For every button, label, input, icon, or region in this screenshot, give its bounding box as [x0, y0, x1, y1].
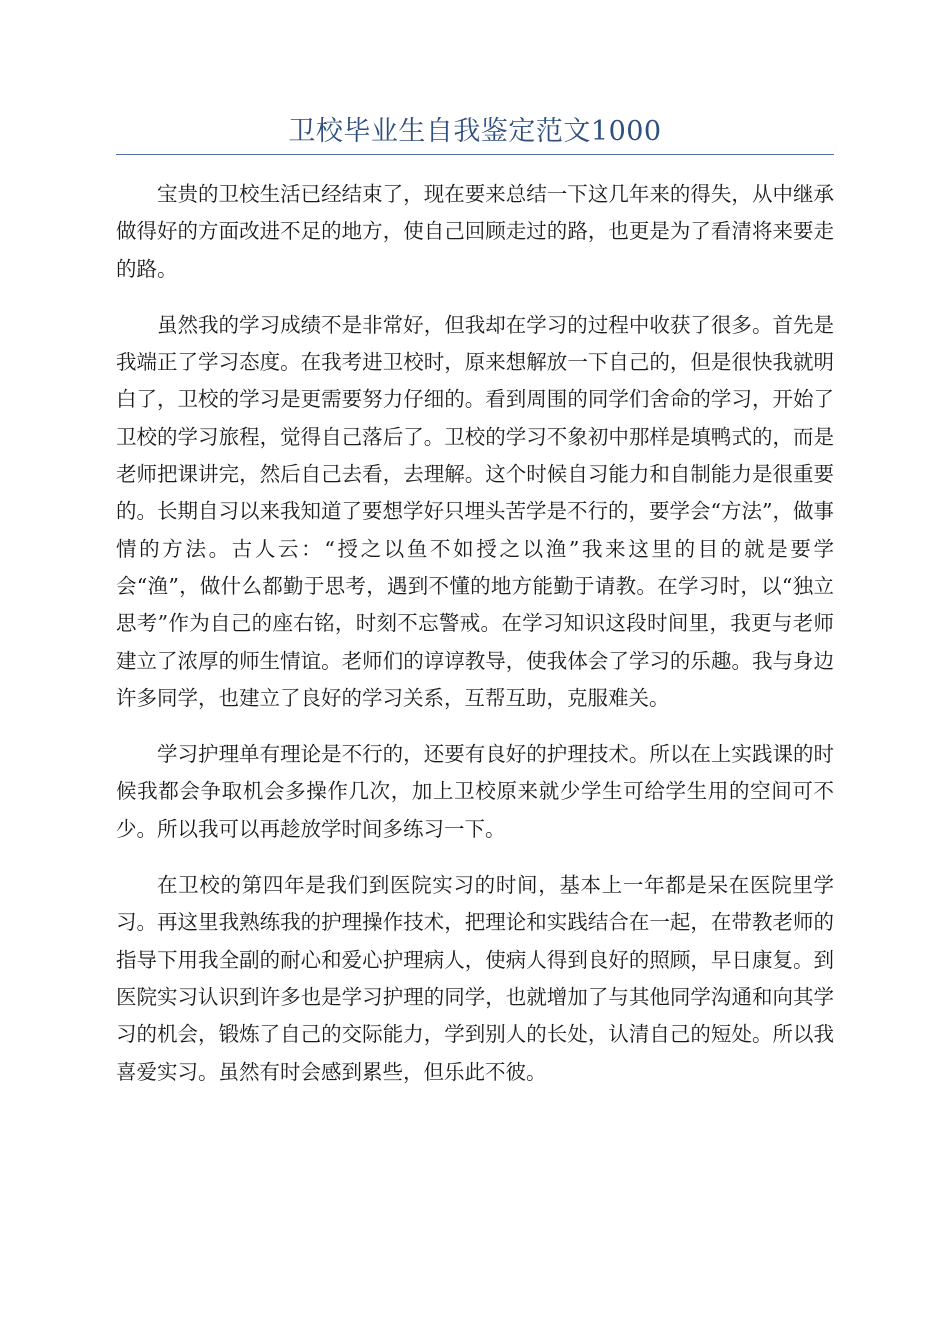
title-underline — [116, 154, 834, 155]
paragraph-3: 学习护理单有理论是不行的，还要有良好的护理技术。所以在上实践课的时候我都会争取机会多操作几次，加上卫校原来就少学生可给学生用的空间可不少。所以我可以再趁放学时间多练习一下。 — [116, 742, 834, 841]
paragraph-4: 在卫校的第四年是我们到医院实习的时间，基本上一年都是呆在医院里学习。再这里我熟练我的护理操作技术，把理论和实践结合在一起，在带教老师的指导下用我全副的耐心和爱心护理病人，使病人得到良好的照顾，早日康复。到医院实习认识到许多也是学习护理的同学，也就增加了与其他同学沟通和向其学习的机会，锻炼了自己的交际能力，学到别人的长处，认清自己的短处。所以我喜爱实习。虽然有时会感到累些，但乐此不彼。 — [116, 873, 834, 1084]
paragraph-2: 虽然我的学习成绩不是非常好，但我却在学习的过程中收获了很多。首先是我端正了学习态度。在我考进卫校时，原来想解放一下自己的，但是很快我就明白了，卫校的学习是更需要努力仔细的。看到周围的同学们舍命的学习，开始了卫校的学习旅程，觉得自己落后了。卫校的学习不象初中那样是填鸭式的，而是老师把课讲完，然后自己去看，去理解。这个时候自习能力和自制能力是很重要的。长期自习以来我知道了要想学好只埋头苦学是不行的，要学会“方法”，做事情的方法。古人云：“授之以鱼不如授之以渔”我来这里的目的就是要学会“渔”，做什么都勤于思考，遇到不懂的地方能勤于请教。在学习时，以“独立思考”作为自己的座右铭，时刻不忘警戒。在学习知识这段时间里，我更与老师建立了浓厚的师生情谊。老师们的谆谆教导，使我体会了学习的乐趣。我与身边许多同学，也建立了良好的学习关系，互帮互助，克服难关。 — [116, 312, 834, 710]
paragraph-1: 宝贵的卫校生活已经结束了，现在要来总结一下这几年来的得失，从中继承做得好的方面改进不足的地方，使自己回顾走过的路，也更是为了看清将来要走的路。 — [116, 182, 834, 281]
document-title: 卫校毕业生自我鉴定范文1000 — [288, 116, 662, 147]
document-body — [116, 176, 834, 1110]
